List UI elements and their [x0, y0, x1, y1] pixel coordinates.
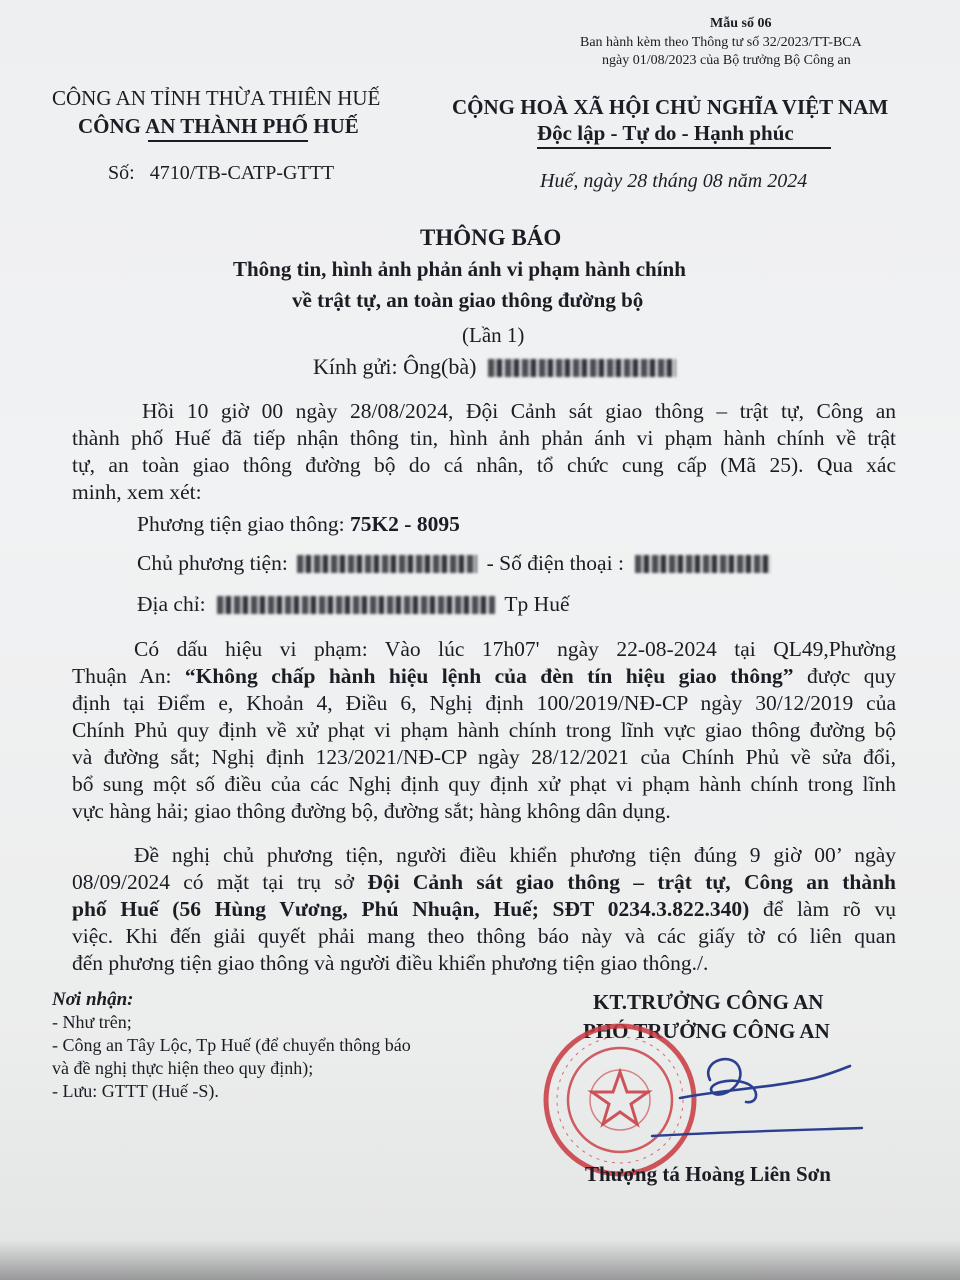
nation-title: CỘNG HOÀ XÃ HỘI CHỦ NGHĨA VIỆT NAM	[452, 95, 889, 119]
request-line	[72, 896, 896, 923]
vehicle-label: Phương tiện giao thông:	[137, 512, 345, 536]
request-date: 08/09/2024 có mặt tại trụ sở	[72, 870, 355, 894]
notice-title: THÔNG BÁO	[420, 225, 562, 250]
request-paragraph	[72, 842, 896, 977]
nation-motto: Độc lập - Tự do - Hạnh phúc	[537, 121, 794, 145]
request-office: Đội Cảnh sát giao thông – trật tự, Công an thành	[367, 870, 896, 894]
notice-round: (Lần 1)	[462, 323, 525, 347]
owner-line	[137, 551, 771, 576]
document-number-value: 4710/TB-CATP-GTTT	[149, 162, 335, 184]
handwritten-signature-icon	[640, 1040, 870, 1150]
signer-name: Thượng tá Hoàng Liên Sơn	[585, 1162, 831, 1186]
violation-quote: “Không chấp hành hiệu lệnh của đèn tín hiệu giao thông”	[184, 664, 794, 688]
request-line: đến phương tiện giao thông và người điều khiển phương tiện giao thông./.	[72, 951, 709, 975]
request-line: việc. Khi đến giải quyết phải mang theo thông báo này và các giấy tờ có liên quan	[72, 924, 896, 948]
agency-name: CÔNG AN THÀNH PHỐ HUẾ	[78, 114, 359, 138]
violation-line: định tại Điểm e, Khoản 4, Điều 6, Nghị định 100/2019/NĐ-CP ngày 30/12/2019 của	[72, 691, 896, 715]
violation-line: và đường sắt; Nghị định 123/2021/NĐ-CP ngày 28/12/2021 của Chính Phủ về sửa đổi,	[72, 745, 896, 769]
issue-date: Huế, ngày 28 tháng 08 năm 2024	[540, 170, 808, 192]
redacted-owner-name	[297, 555, 477, 573]
motto-underline	[537, 147, 831, 149]
addressee-line	[313, 354, 676, 380]
recipients-heading: Nơi nhận:	[52, 989, 134, 1010]
intro-line: minh, xem xét:	[72, 480, 202, 504]
redacted-address	[217, 596, 495, 614]
violation-line: Chính Phủ quy định về xử phạt vi phạm hành chính trong lĩnh vực giao thông đường bộ	[72, 718, 896, 742]
recipient-item: - Như trên;	[52, 1012, 132, 1032]
violation-line: bổ sung một số điều của các Nghị định quy định xử phạt vi phạm hành chính trong lĩnh	[72, 772, 896, 796]
phone-label: - Số điện thoại :	[486, 551, 624, 575]
notice-subtitle-1: Thông tin, hình ảnh phản ánh vi phạm hành chính	[233, 257, 686, 281]
redacted-addressee	[488, 359, 676, 377]
intro-line: Hồi 10 giờ 00 ngày 28/08/2024, Đội Cảnh sát giao thông – trật tự, Công an	[142, 399, 896, 423]
form-reference-line2: ngày 01/08/2023 của Bộ trưởng Bộ Công an	[602, 53, 851, 68]
intro-line: thành phố Huế đã tiếp nhận thông tin, hình ảnh phản ánh vi phạm hành chính về trật	[72, 426, 896, 450]
vehicle-line	[137, 512, 460, 537]
signature-title-1: KT.TRƯỞNG CÔNG AN	[593, 990, 824, 1014]
document-number	[108, 162, 334, 185]
violation-line	[72, 663, 896, 690]
photo-shadow	[0, 1240, 960, 1280]
agency-underline	[148, 140, 308, 142]
form-reference-line1: Ban hành kèm theo Thông tư số 32/2023/TT-BCA	[580, 35, 862, 50]
address-line	[137, 592, 570, 617]
request-line: Đề nghị chủ phương tiện, người điều khiển phương tiện đúng 9 giờ 00’ ngày	[134, 843, 896, 867]
owner-label: Chủ phương tiện:	[137, 551, 288, 575]
addressee-label: Kính gửi: Ông(bà)	[313, 354, 477, 379]
request-purpose: để làm rõ vụ	[762, 897, 897, 921]
recipient-item: và đề nghị thực hiện theo quy định);	[52, 1058, 314, 1078]
signature-title-2: PHÓ TRƯỞNG CÔNG AN	[583, 1019, 830, 1043]
address-city: Tp Huế	[504, 592, 570, 616]
violation-line: Có dấu hiệu vi phạm: Vào lúc 17h07' ngày 22-08-2024 tại QL49,Phường	[134, 637, 896, 661]
intro-line: tự, an toàn giao thông đường bộ do cá nhân, tổ chức cung cấp (Mã 25). Qua xác	[72, 453, 896, 477]
form-number: Mẫu số 06	[710, 16, 772, 31]
recipient-item: - Công an Tây Lộc, Tp Huế (để chuyển thông báo	[52, 1035, 411, 1055]
intro-paragraph	[72, 398, 896, 506]
request-office-address: phố Huế (56 Hùng Vương, Phú Nhuận, Huế; SĐT 0234.3.822.340)	[72, 897, 750, 921]
violation-paragraph	[72, 636, 896, 825]
recipient-item: - Lưu: GTTT (Huế -S).	[52, 1081, 219, 1101]
redacted-phone	[635, 555, 771, 573]
address-label: Địa chỉ:	[137, 592, 206, 616]
request-line	[72, 869, 896, 896]
violation-location: Thuận An:	[72, 664, 172, 688]
document-number-label: Số:	[108, 162, 135, 184]
recipients-block	[52, 988, 411, 1103]
violation-continue: được quy	[807, 664, 896, 688]
agency-parent: CÔNG AN TỈNH THỪA THIÊN HUẾ	[52, 86, 381, 110]
vehicle-plate: 75K2 - 8095	[349, 512, 460, 536]
notice-subtitle-2: về trật tự, an toàn giao thông đường bộ	[292, 288, 644, 312]
violation-line: vực hàng hải; giao thông đường bộ, đường sắt; hàng không dân dụng.	[72, 799, 671, 823]
